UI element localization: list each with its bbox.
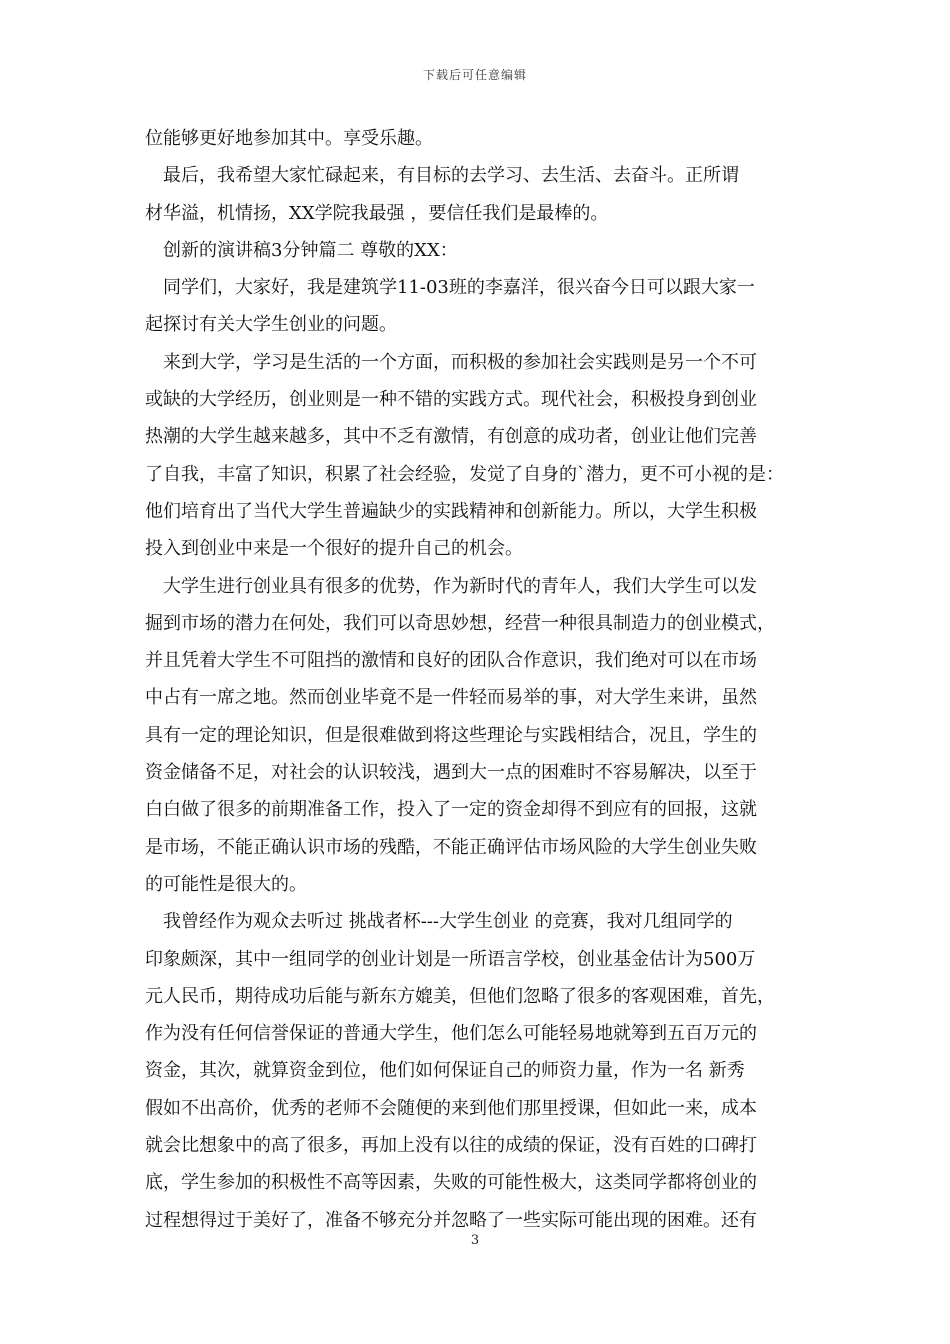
body-line: 了自我，丰富了知识，积累了社会经验，发觉了自身的`潜力，更不可小视的是： [145, 463, 784, 485]
body-line: 假如不出高价，优秀的老师不会随便的来到他们那里授课，但如此一来，成本 [145, 1097, 757, 1119]
body-line: 并且凭着大学生不可阻挡的激情和良好的团队合作意识，我们绝对可以在市场 [145, 650, 757, 672]
body-line: 同学们，大家好，我是建筑学11-03班的李嘉洋，很兴奋今日可以跟大家一 [145, 277, 755, 299]
body-line: 底，学生参加的积极性不高等因素，失败的可能性极大，这类同学都将创业的 [145, 1172, 757, 1194]
body-line: 来到大学，学习是生活的一个方面，而积极的参加社会实践则是另一个不可 [145, 351, 757, 373]
body-line: 投入到创业中来是一个很好的提升自己的机会。 [145, 538, 523, 560]
body-line: 的可能性是很大的。 [145, 873, 307, 895]
body-line: 白白做了很多的前期准备工作，投入了一定的资金却得不到应有的回报，这就 [145, 799, 757, 821]
body-line: 过程想得过于美好了，准备不够充分并忽略了一些实际可能出现的困难。还有 [145, 1209, 757, 1231]
body-line: 具有一定的理论知识，但是很难做到将这些理论与实践相结合，况且，学生的 [145, 724, 757, 746]
body-line: 大学生进行创业具有很多的优势，作为新时代的青年人，我们大学生可以发 [145, 575, 757, 597]
body-line: 我曾经作为观众去听过 挑战者杯---大学生创业 的竞赛，我对几组同学的 [145, 911, 733, 933]
body-line: 最后，我希望大家忙碌起来，有目标的去学习、去生活、去奋斗。正所谓 [145, 165, 739, 187]
page-header: 下载后可任意编辑 [422, 68, 527, 82]
body-line: 位能够更好地参加其中。享受乐趣。 [145, 128, 433, 149]
body-line: 元人民币，期待成功后能与新东方媲美，但他们忽略了很多的客观困难，首先， [145, 985, 775, 1007]
body-line: 或缺的大学经历，创业则是一种不错的实践方式。现代社会，积极投身到创业 [145, 389, 757, 411]
document-body [145, 120, 805, 1239]
body-line: 起探讨有关大学生创业的问题。 [145, 314, 397, 336]
body-line: 是市场，不能正确认识市场的残酷，不能正确评估市场风险的大学生创业失败 [145, 836, 757, 858]
body-line: 他们培育出了当代大学生普遍缺少的实践精神和创新能力。所以，大学生积极 [145, 500, 757, 522]
body-line: 中占有一席之地。然而创业毕竟不是一件轻而易举的事，对大学生来讲，虽然 [145, 687, 757, 709]
body-line: 掘到市场的潜力在何处，我们可以奇思妙想，经营一种很具制造力的创业模式， [145, 612, 775, 634]
body-line: 就会比想象中的高了很多，再加上没有以往的成绩的保证，没有百姓的口碑打 [145, 1135, 757, 1157]
body-line: 资金储备不足，对社会的认识较浅，遇到大一点的困难时不容易解决，以至于 [145, 762, 757, 784]
body-line: 材华溢，机情扬，XX学院我最强 ，要信任我们是最棒的。 [145, 202, 609, 224]
page-number: 3 [470, 1233, 480, 1248]
body-line: 印象颇深，其中一组同学的创业计划是一所语言学校，创业基金估计为500万 [145, 948, 756, 970]
body-line: 资金，其次，就算资金到位，他们如何保证自己的师资力量，作为一名 新秀 [145, 1060, 745, 1082]
body-line: 作为没有任何信誉保证的普通大学生，他们怎么可能轻易地就筹到五百万元的 [145, 1023, 757, 1045]
body-line: 创新的演讲稿3分钟篇二 尊敬的XX： [145, 239, 458, 261]
body-line: 热潮的大学生越来越多，其中不乏有激情，有创意的成功者，创业让他们完善 [145, 426, 757, 448]
